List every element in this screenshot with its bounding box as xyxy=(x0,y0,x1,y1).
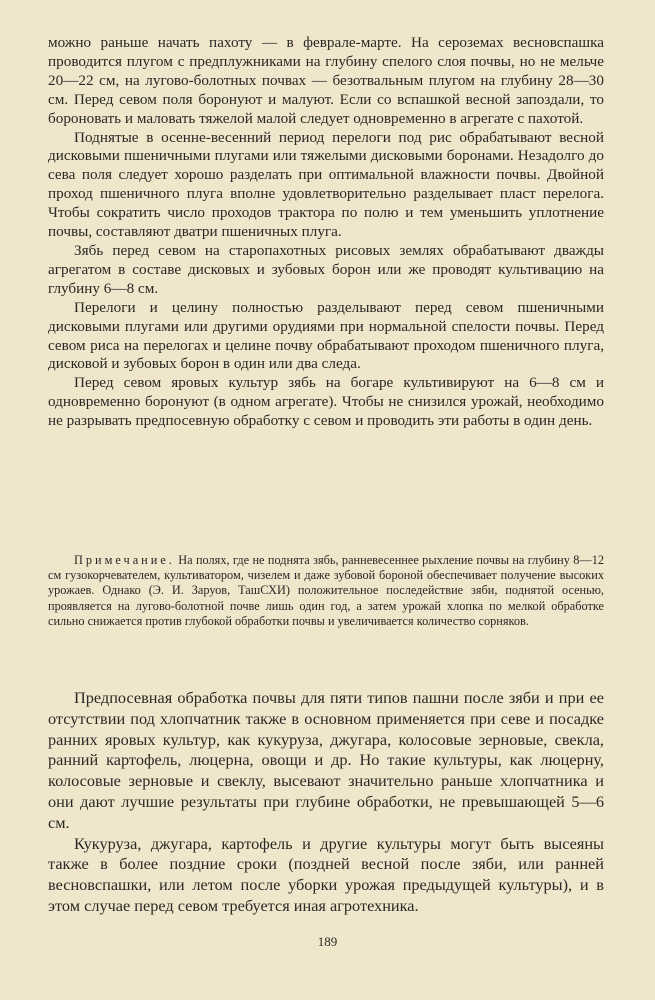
second-text-block xyxy=(48,688,604,917)
paragraph-1: можно раньше начать пахоту — в феврале-марте. На сероземах весновспашка проводится плугом с предплужниками на глубину спелого слоя почвы, но не мельче 20—22 см, на лугово-болотных почвах — безотвальным плугом на глубину 28—30 см. Перед севом поля боронуют и малуют. Если со вспашкой весной запоздали, то бороновать и маловать тяжелой малой следует одновременно в агрегате с пахотой. xyxy=(48,34,604,127)
page-number: 189 xyxy=(317,934,338,949)
footnote-block xyxy=(48,553,604,629)
paragraph-2: Поднятые в осенне-весенний период перелоги под рис обрабатывают весной дисковыми пшеничными плугами или тяжелыми дисковыми боронами. Незадолго до сева поля следует хорошо разделать при оптимальной влажности почвы. Двойной проход пшеничного плуга вполне удовлетворительно разделывает пласт перелога. Чтобы сократить число проходов трактора по полю и тем уменьшить уплотнение почвы, составляют дватри пшеничных плуга. xyxy=(48,128,604,241)
paragraph-3: Зябь перед севом на старопахотных рисовых землях обрабатывают дважды агрегатом в составе дисковых и зубовых борон или же проводят культивацию на глубину 6—8 см. xyxy=(48,241,604,297)
paragraph-6: Предпосевная обработка почвы для пяти типов пашни после зяби и при ее отсутствии под хлопчатник также в основном применяется при севе и посадке ранних яровых культур, как кукуруза, джугара, колосовые зерновые, свекла, ранний картофель, люцерна, овощи и др. Но такие культуры, как люцерну, колосовые зерновые и свеклу, высевают значительно раньше хлопчатника и они дают лучшие результаты при глубине обработки, не превышающей 5—6 см. xyxy=(48,688,604,832)
paragraph-4: Перелоги и целину полностью разделывают перед севом пшеничными дисковыми плугами или другими орудиями при нормальной спелости почвы. Перед севом риса на перелогах и целине почву обрабатывают проходом пшеничного плуга, дисковой и зубовых борон в один или два следа. xyxy=(48,298,604,373)
paragraph-5: Перед севом яровых культур зябь на богаре культивируют на 6—8 см и одновременно боронуют (в одном агрегате). Чтобы не снизился урожай, необходимо не разрывать предпосевную обработку с севом и проводить эти работы в один день. xyxy=(48,374,604,430)
note-label: Примечание. xyxy=(74,553,175,567)
note-text: На полях, где не поднята зябь, ранневесеннее рыхление почвы на глубину 8—12 см гузокорчевателем, культиватором, чизелем и даже зубовой бороной обеспечивает получение высоких урожаев. Однако (Э. И. Заруов, ТашСХИ) положительное последействие зяби, поднятой осенью, проявляется на лугово-болотной почве лишь один год, а затем урожай хлопка по мелкой обработке сильно снижается против глубокой обработки почвы и увеличивается количество сорняков. xyxy=(48,553,604,628)
paragraph-7: Кукуруза, джугара, картофель и другие культуры могут быть высеяны также в более поздние сроки (поздней весной после зяби, или ранней весновспашки, или летом после уборки урожая предыдущей культуры), и в этом случае перед севом требуется иная агротехника. xyxy=(48,833,604,915)
main-text-block xyxy=(48,34,604,431)
